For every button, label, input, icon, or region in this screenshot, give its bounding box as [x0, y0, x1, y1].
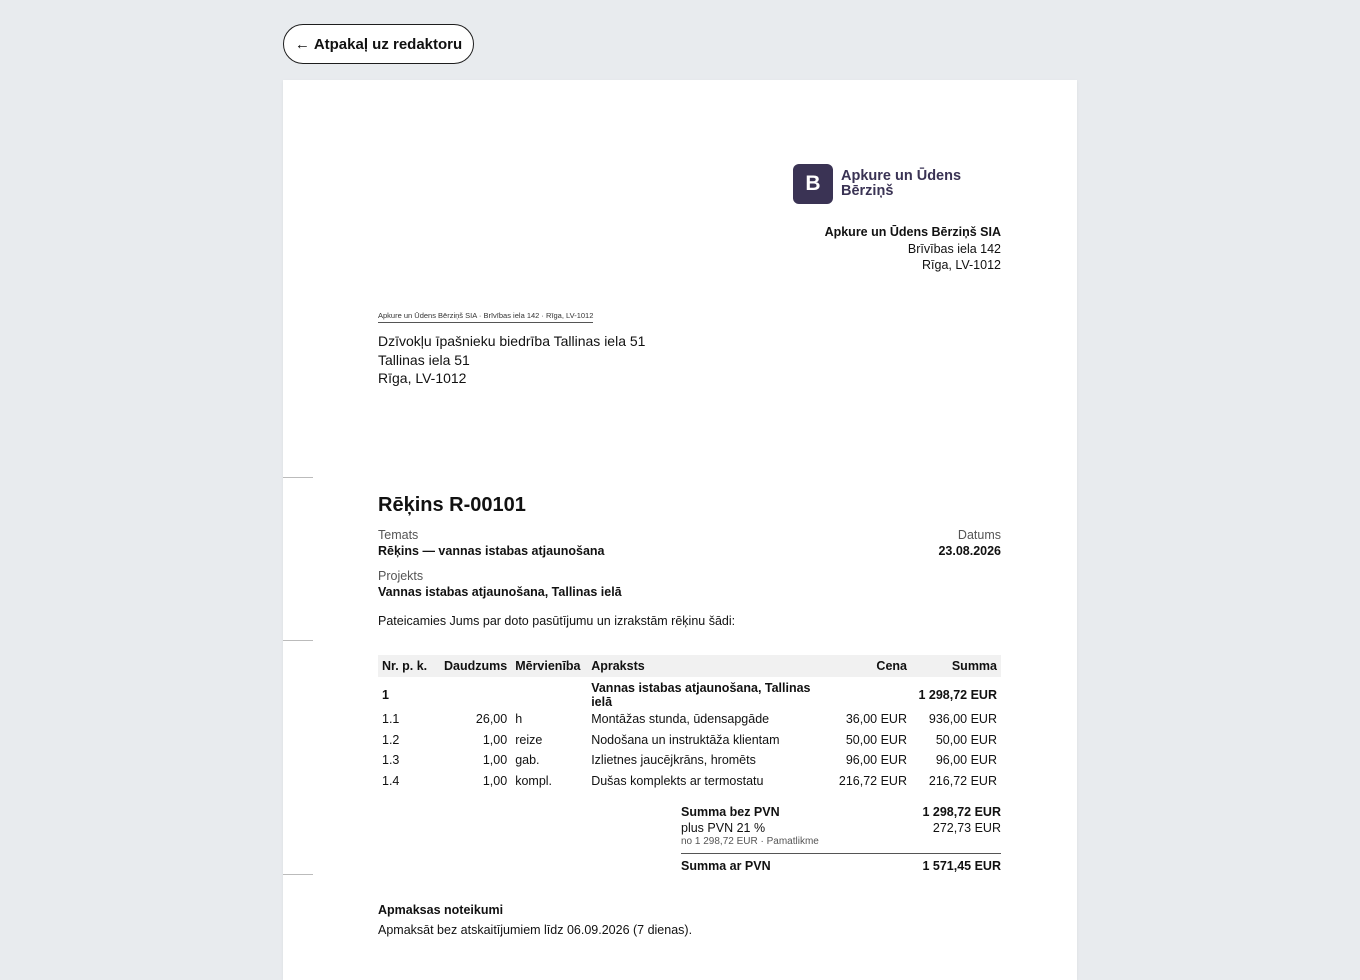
- payment-terms-title: Apmaksas noteikumi: [378, 903, 504, 917]
- cell-total: 1 298,72 EUR: [918, 688, 997, 702]
- logo-mark: B: [793, 164, 833, 204]
- invoice-subject: [378, 528, 604, 558]
- punch-mark: [283, 640, 313, 641]
- sender-address: [825, 224, 1001, 274]
- project-label: Projekts: [378, 569, 424, 583]
- vat-value: 272,73 EUR: [932, 821, 1001, 835]
- gross-total-label: Summa ar PVN: [681, 859, 771, 873]
- net-total-row: [681, 805, 1001, 819]
- cell-nr: 1.1: [382, 712, 400, 727]
- invoice-project: [378, 569, 622, 599]
- recipient-name: Dzīvokļu īpašnieku biedrība Tallinas iela 51: [378, 333, 646, 349]
- cell-qty: 26,00: [475, 712, 508, 727]
- cell-total: 216,72 EUR: [928, 773, 997, 788]
- sender-street: Brīvības iela 142: [907, 241, 1001, 256]
- cell-price: 216,72 EUR: [838, 773, 907, 788]
- cell-unit: kompl.: [515, 773, 553, 788]
- table-row: [378, 771, 1001, 792]
- logo-line-2: Bērziņš: [841, 183, 894, 199]
- cell-total: 50,00 EUR: [935, 732, 997, 747]
- net-total-label: Summa bez PVN: [681, 805, 780, 819]
- table-row: [378, 730, 1001, 751]
- cell-price: 36,00 EUR: [845, 712, 907, 727]
- line-items-table: [378, 655, 1001, 791]
- vat-basis: no 1 298,72 EUR · Pamatlikme: [681, 836, 819, 847]
- recipient-city: Rīga, LV-1012: [378, 370, 467, 386]
- cell-nr: 1.2: [382, 732, 400, 747]
- logo-text: [841, 169, 961, 199]
- recipient-street: Tallinas iela 51: [378, 351, 470, 368]
- cell-unit: h: [515, 712, 523, 727]
- cell-qty: 1,00: [482, 753, 508, 768]
- date-label: Datums: [957, 528, 1001, 542]
- sender-name: Apkure un Ūdens Bērziņš SIA: [824, 225, 1001, 239]
- table-header-row: [378, 655, 1001, 677]
- cell-qty: 1,00: [482, 773, 508, 788]
- back-to-editor-button[interactable]: [283, 24, 474, 64]
- totals-block: [681, 805, 1001, 873]
- gross-total-row: [681, 853, 1001, 873]
- header-total: Summa: [911, 655, 1001, 677]
- header-nr: Nr. p. k.: [378, 655, 440, 677]
- subject-label: Temats: [378, 528, 419, 542]
- company-logo: [793, 164, 961, 204]
- cell-unit: gab.: [515, 753, 540, 768]
- arrow-left-icon: ←: [294, 35, 310, 53]
- cell-description: Dušas komplekts ar termostatu: [591, 773, 764, 788]
- cell-total: 96,00 EUR: [935, 753, 997, 768]
- return-address-line: Apkure un Ūdens Bērziņš SIA · Brīvības iela 142 · Rīga, LV-1012: [378, 311, 593, 323]
- cell-unit: reize: [515, 732, 543, 747]
- table-group-row: [378, 677, 1001, 709]
- cell-nr: 1.3: [382, 753, 400, 768]
- cell-nr: 1: [382, 688, 389, 702]
- payment-terms-text: Apmaksāt bez atskaitījumiem līdz 06.09.2026 (7 dienas).: [378, 923, 693, 937]
- cell-price: 96,00 EUR: [845, 753, 907, 768]
- project-value: Vannas istabas atjaunošana, Tallinas ielā: [378, 585, 622, 599]
- table-row: [378, 750, 1001, 771]
- invoice-title: Rēķins R-00101: [378, 494, 526, 516]
- header-price: Cena: [821, 655, 911, 677]
- cell-price: 50,00 EUR: [845, 732, 907, 747]
- invoice-date: [938, 528, 1001, 558]
- cell-description: Nodošana un instruktāža klientam: [591, 732, 780, 747]
- vat-label: plus PVN 21 %: [681, 821, 766, 835]
- invoice-page: [283, 80, 1077, 980]
- subject-value: Rēķins — vannas istabas atjaunošana: [378, 544, 605, 558]
- gross-total-value: 1 571,45 EUR: [922, 859, 1001, 873]
- fold-mark: [283, 874, 313, 875]
- cell-nr: 1.4: [382, 773, 400, 788]
- sender-city: Rīga, LV-1012: [922, 258, 1001, 272]
- fold-mark: [283, 477, 313, 478]
- cell-description: Vannas istabas atjaunošana, Tallinas ielā: [591, 681, 811, 709]
- vat-row: [681, 821, 1001, 835]
- header-description: Apraksts: [587, 655, 821, 677]
- table-row: [378, 709, 1001, 730]
- header-unit: Mērvienība: [511, 655, 587, 677]
- cell-total: 936,00 EUR: [928, 712, 997, 727]
- date-value: 23.08.2026: [938, 544, 1001, 558]
- cell-qty: 1,00: [482, 732, 508, 747]
- logo-line-1: Apkure un Ūdens: [841, 168, 962, 184]
- intro-text: Pateicamies Jums par doto pasūtījumu un izrakstām rēķinu šādi:: [378, 614, 736, 628]
- cell-description: Izlietnes jaucējkrāns, hromēts: [591, 753, 756, 768]
- back-button-label: Atpakaļ uz redaktoru: [313, 35, 463, 53]
- recipient-address: [378, 332, 645, 388]
- header-qty: Daudzums: [440, 655, 511, 677]
- net-total-value: 1 298,72 EUR: [922, 805, 1001, 819]
- cell-description: Montāžas stunda, ūdensapgāde: [591, 712, 770, 727]
